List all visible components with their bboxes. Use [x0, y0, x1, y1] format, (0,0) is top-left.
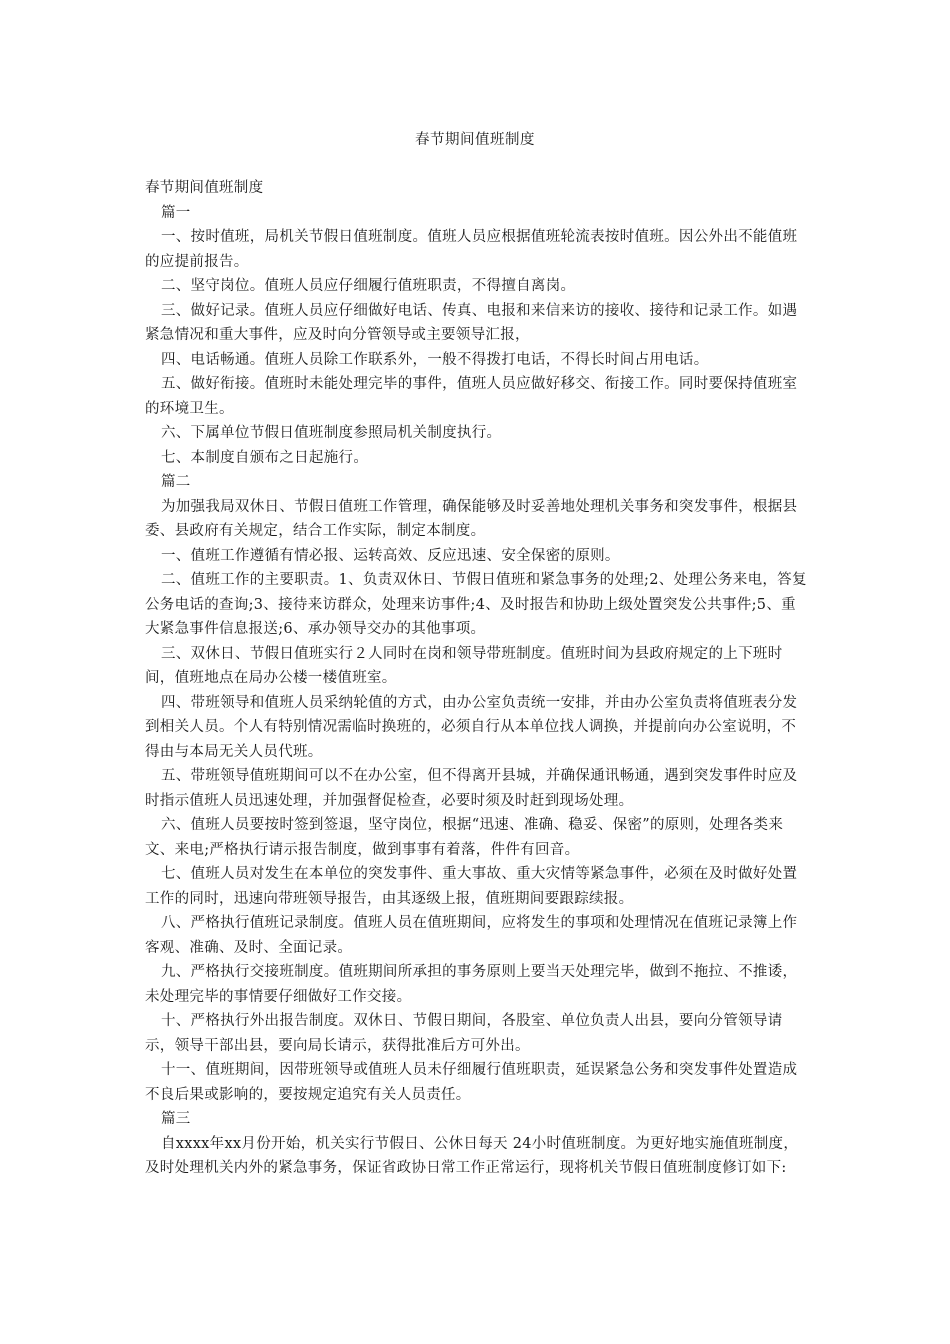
- paragraph: 一、值班工作遵循有情必报、运转高效、反应迅速、安全保密的原则。: [160, 547, 620, 564]
- section-label: 篇三: [160, 1111, 191, 1127]
- paragraph: 九、严格执行交接班制度。值班期间所承担的事务原则上要当天处理完毕，做到不拖拉、不推诿，未处理完毕的事情要仔细做好工作交接。: [145, 964, 798, 1005]
- document-body: [145, 176, 810, 1181]
- document-heading: 春节期间值班制度: [145, 180, 264, 196]
- paragraph: 自xxxx年xx月份开始，机关实行节假日、公休日每天 24小时值班制度。为更好地实施值班制度，及时处理机关内外的紧急事务，保证省政协日常工作正常运行，现将机关节假日值班制度修订如下:: [145, 1135, 799, 1176]
- paragraph: 七、值班人员对发生在本单位的突发事件、重大事故、重大灾情等紧急事件，必须在及时做好处置工作的同时，迅速向带班领导报告，由其逐级上报，值班期间要跟踪续报。: [145, 866, 798, 907]
- section-label: 篇一: [160, 204, 191, 221]
- paragraph: 七、本制度自颁布之日起施行。: [160, 449, 369, 466]
- paragraph: 三、做好记录。值班人员应仔细做好电话、传真、电报和来信来访的接收、接待和记录工作。如遇紧急情况和重大事件，应及时向分管领导或主要领导汇报，: [145, 302, 798, 343]
- section-label: 篇二: [160, 474, 191, 490]
- paragraph: 八、严格执行值班记录制度。值班人员在值班期间，应将发生的事项和处理情况在值班记录簿上作客观、准确、及时、全面记录。: [145, 915, 798, 956]
- paragraph: 一、按时值班，局机关节假日值班制度。值班人员应根据值班轮流表按时值班。因公外出不能值班的应提前报告。: [145, 229, 798, 270]
- paragraph: 六、值班人员要按时签到签退，坚守岗位，根据“迅速、准确、稳妥、保密”的原则，处理各类来文、来电;严格执行请示报告制度，做到事事有着落，件件有回音。: [145, 817, 784, 858]
- paragraph: 十、严格执行外出报告制度。双休日、节假日期间，各股室、单位负责人出县，要向分管领导请示，领导干部出县，要向局长请示，获得批准后方可外出。: [145, 1013, 783, 1054]
- paragraph: 二、值班工作的主要职责。1、负责双休日、节假日值班和紧急事务的处理;2、处理公务来电，答复公务电话的查询;3、接待来访群众，处理来访事件;4、及时报告和协助上级处置突发公共事件;5、重大紧急事件信息报送;6、承办领导交办的其他事项。: [145, 572, 807, 637]
- paragraph: 六、下属单位节假日值班制度参照局机关制度执行。: [160, 425, 502, 441]
- paragraph: 为加强我局双休日、节假日值班工作管理，确保能够及时妥善地处理机关事务和突发事件，根据县委、县政府有关规定，结合工作实际，制定本制度。: [145, 498, 798, 539]
- paragraph: 五、带班领导值班期间可以不在办公室，但不得离开县城，并确保通讯畅通，遇到突发事件时应及时指示值班人员迅速处理，并加强督促检查，必要时须及时赶到现场处理。: [145, 768, 798, 809]
- document-title: 春节期间值班制度: [415, 132, 535, 148]
- paragraph: 四、电话畅通。值班人员除工作联系外，一般不得拨打电话，不得长时间占用电话。: [160, 351, 709, 368]
- paragraph: 四、带班领导和值班人员采纳轮值的方式，由办公室负责统一安排，并由办公室负责将值班表分发到相关人员。个人有特别情况需临时换班的，必须自行从本单位找人调换，并提前向办公室说明，不得由与本局无关人员代班。: [145, 694, 798, 760]
- paragraph: 二、坚守岗位。值班人员应仔细履行值班职责，不得擅自离岗。: [160, 278, 576, 294]
- paragraph: 三、双休日、节假日值班实行２人同时在岗和领导带班制度。值班时间为县政府规定的上下班时间，值班地点在局办公楼一楼值班室。: [145, 645, 783, 686]
- paragraph: 十一、值班期间，因带班领导或值班人员未仔细履行值班职责，延误紧急公务和突发事件处置造成不良后果或影响的，要按规定追究有关人员责任。: [145, 1062, 798, 1103]
- paragraph: 五、做好衔接。值班时未能处理完毕的事件，值班人员应做好移交、衔接工作。同时要保持值班室的环境卫生。: [145, 376, 798, 417]
